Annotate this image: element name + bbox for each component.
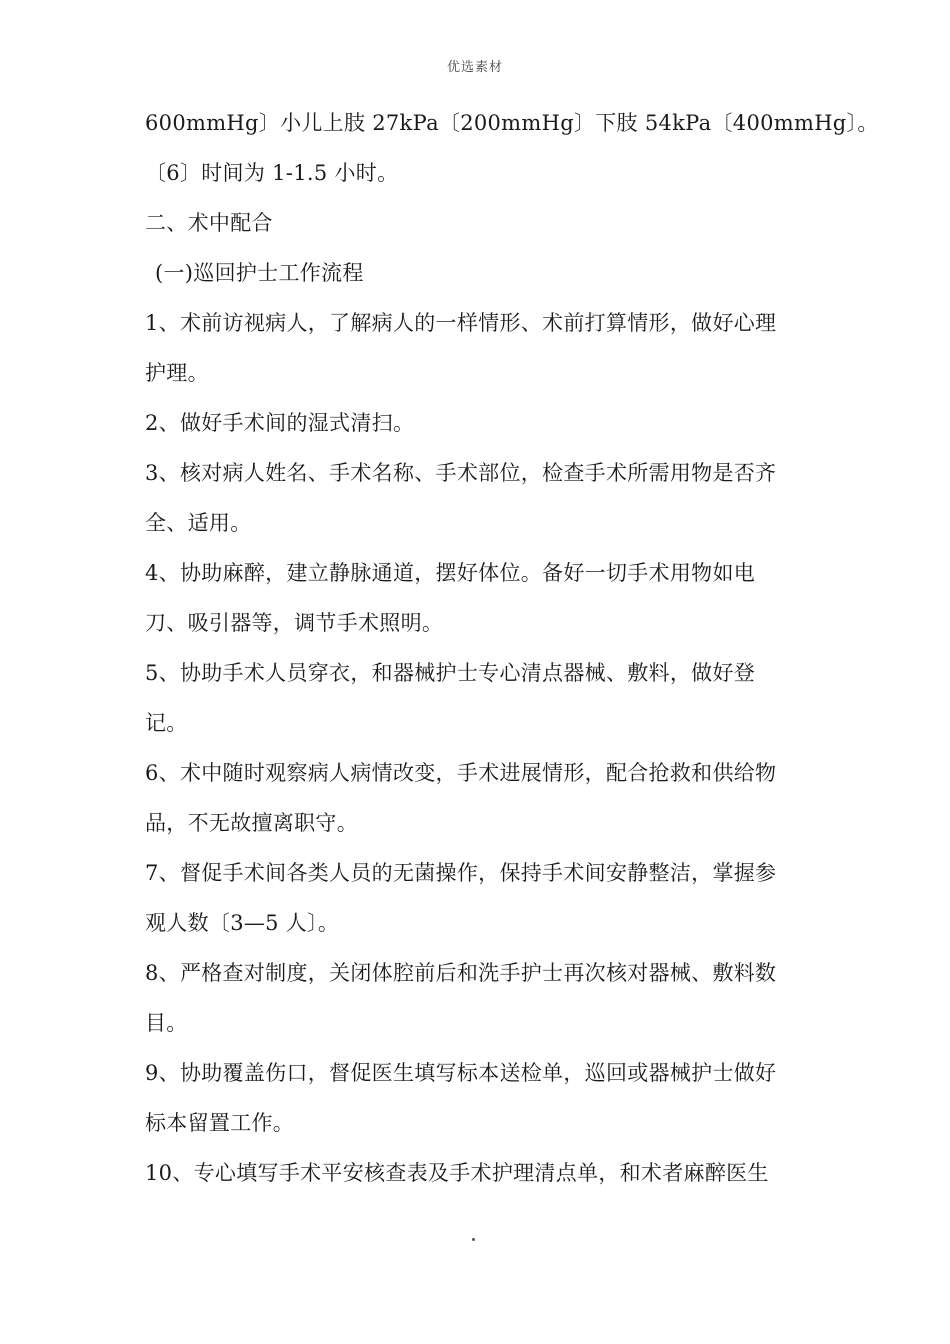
page-header-title: 优选素材 [446, 60, 503, 75]
list-item-continuation: 品，不无故擅离职守。 [145, 811, 358, 835]
subsection-heading: (一)巡回护士工作流程 [155, 261, 364, 285]
list-item: 8、严格查对制度，关闭体腔前后和洗手护士再次核对器械、敷料数 [145, 961, 777, 985]
list-item-continuation: 全、适用。 [145, 511, 252, 535]
list-item: 5、协助手术人员穿衣，和器械护士专心清点器械、敷料，做好登 [145, 661, 756, 685]
list-item-continuation: 护理。 [145, 361, 209, 385]
list-item-continuation: 刀、吸引器等，调节手术照明。 [145, 611, 444, 635]
section-heading: 二、术中配合 [145, 211, 273, 235]
list-item: 2、做好手术间的湿式清扫。 [145, 411, 415, 435]
list-item: 7、督促手术间各类人员的无菌操作，保持手术间安静整洁，掌握参 [145, 861, 777, 885]
list-item: 3、核对病人姓名、手术名称、手术部位，检查手术所需用物是否齐 [145, 461, 777, 485]
footer-dot-mark [472, 1238, 475, 1241]
list-item-continuation: 目。 [145, 1011, 188, 1035]
list-item: 10、专心填写手术平安核查表及手术护理清点单，和术者麻醉医生 [145, 1161, 769, 1185]
list-item: 9、协助覆盖伤口，督促医生填写标本送检单，巡回或器械护士做好 [145, 1061, 777, 1085]
list-item-continuation: 记。 [145, 711, 188, 735]
list-item-continuation: 标本留置工作。 [145, 1111, 295, 1135]
list-item: 1、术前访视病人，了解病人的一样情形、术前打算情形，做好心理 [145, 311, 777, 335]
text-line: 600mmHg〕小儿上肢 27kPa〔200mmHg〕下肢 54kPa〔400mmHg〕。 [145, 111, 879, 135]
list-item: 4、协助麻醉，建立静脉通道，摆好体位。备好一切手术用物如电 [145, 561, 756, 585]
document-body [145, 98, 879, 1198]
list-item: 6、术中随时观察病人病情改变，手术进展情形，配合抢救和供给物 [145, 761, 777, 785]
list-item-continuation: 观人数〔3—5 人〕。 [145, 911, 340, 935]
text-line: 〔6〕时间为 1-1.5 小时。 [145, 161, 399, 185]
